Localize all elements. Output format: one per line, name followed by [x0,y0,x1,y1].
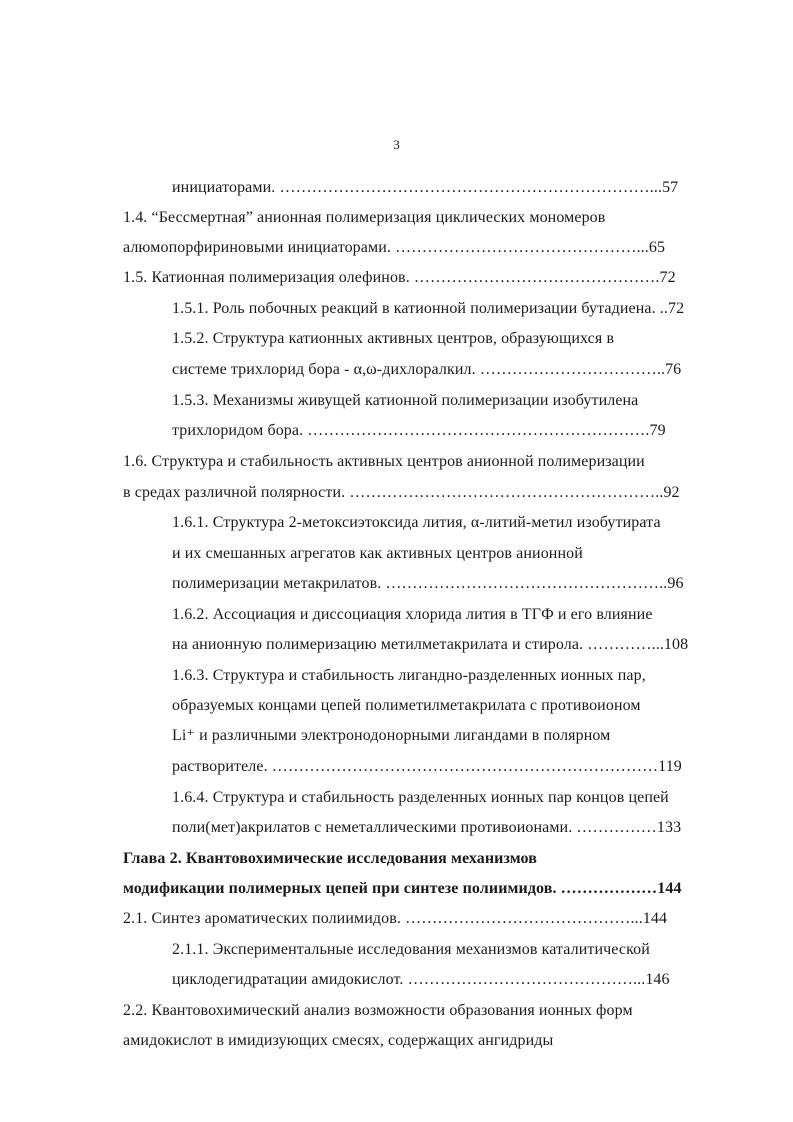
toc-line-11: в средах различной полярности. …………………………………………………..92 [123,484,680,501]
toc-line-13: и их смешанных агрегатов как активных центров анионной [172,545,583,562]
toc-line-20: растворителе. ………………………………………………………………119 [172,758,682,775]
toc-line-28: 2.2. Квантовохимический анализ возможности образования ионных форм [123,1002,633,1019]
toc-line-10: 1.6. Структура и стабильность активных центров анионной полимеризации [123,453,645,470]
toc-line-27: циклодегидратации амидокислот. ……………………………………...146 [172,971,670,988]
toc-line-25: 2.1. Синтез ароматических полиимидов. ……………………………………...144 [123,910,668,927]
toc-line-5: 1.5.1. Роль побочных реакций в катионной полимеризации бутадиена. ..72 [172,300,685,317]
toc-line-26: 2.1.1. Экспериментальные исследования механизмов каталитической [172,941,650,958]
toc-line-22: поли(мет)акрилатов с неметаллическими противоионами. ……………133 [172,819,682,836]
toc-line-2: 1.4. “Бессмертная” анионная полимеризация циклических мономеров [123,209,606,226]
toc-line-29: амидокислот в имидизующих смесях, содержащих ангидриды [123,1032,554,1049]
toc-line-15: 1.6.2. Ассоциация и диссоциация хлорида лития в ТГФ и его влияние [172,606,653,623]
toc-line-16: на анионную полимеризацию метилметакрилата и стирола. …………...108 [172,636,689,653]
page-number: 3 [393,137,400,152]
toc-line-18: образуемых концами цепей полиметилметакрилата с противоионом [172,697,641,714]
toc-line-21: 1.6.4. Структура и стабильность разделенных ионных пар концов цепей [172,789,669,806]
toc-line-1: инициаторами. ……………………………………………………………...57 [172,179,679,196]
toc-line-6: 1.5.2. Структура катионных активных центров, образующихся в [172,330,615,347]
toc-line-19: Li⁺ и различными электронодонорными лигандами в полярном [172,727,611,744]
toc-line-7: системе трихлорид бора - α,ω-дихлоралкил. ……………………………..76 [172,361,682,378]
toc-line-17: 1.6.3. Структура и стабильность лигандно-разделенных ионных пар, [172,667,646,684]
toc-line-14: полимеризации метакрилатов. ……………………………………………..96 [172,575,684,592]
toc-line-23: Глава 2. Квантовохимические исследования механизмов [123,850,537,867]
toc-line-3: алюмопорфириновыми инициаторами. ………………………………………...65 [123,239,666,256]
toc-line-24: модификации полимерных цепей при синтезе полиимидов. ………………144 [123,880,682,897]
toc-line-12: 1.6.1. Структура 2-метоксиэтоксида лития, α-литий-метил изобутирата [172,514,661,531]
toc-line-4: 1.5. Катионная полимеризация олефинов. ……………………………………….72 [123,269,676,286]
toc-line-9: трихлоридом бора. ……………………………………………………….79 [172,422,666,439]
toc-line-8: 1.5.3. Механизмы живущей катионной полимеризации изобутилена [172,392,639,409]
